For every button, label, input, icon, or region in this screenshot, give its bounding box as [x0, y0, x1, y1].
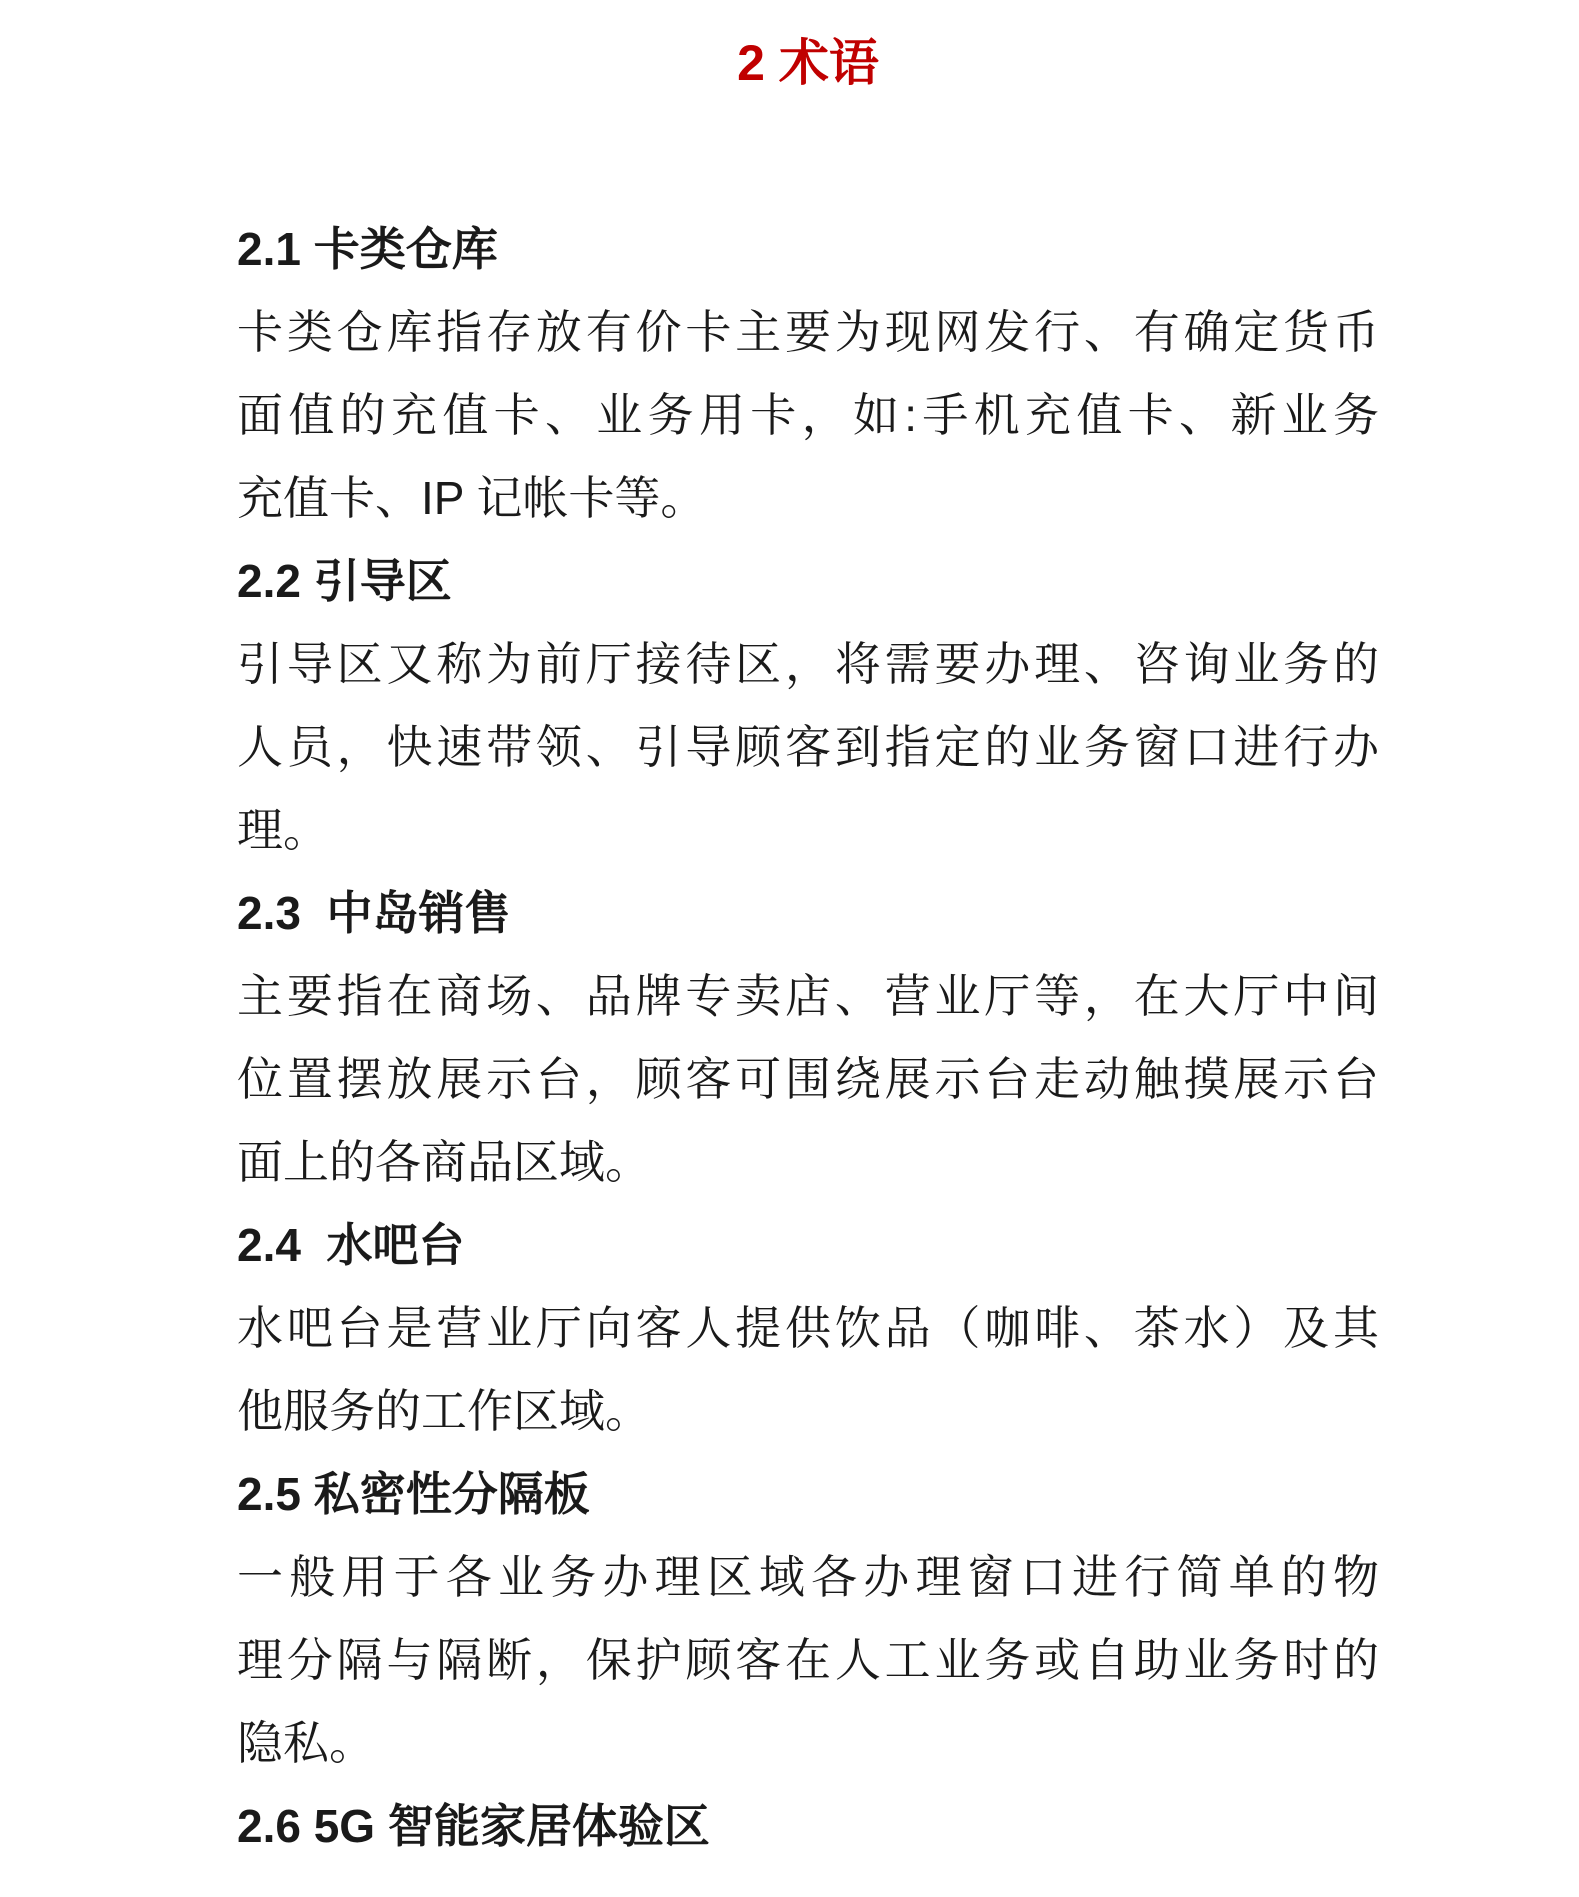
term-section: [237, 1204, 1379, 1453]
section-heading: 2.4 水吧台: [237, 1219, 465, 1271]
paragraph-line: 隐私。: [237, 1717, 375, 1769]
paragraph-line: 水吧台是营业厅向客人提供饮品（咖啡、茶水）及其: [237, 1302, 1379, 1354]
section-heading: 2.6 5G 智能家居体验区: [237, 1800, 710, 1852]
paragraph-line: 面上的各商品区域。: [237, 1136, 651, 1188]
term-section: [237, 208, 1379, 540]
paragraph-line: 一般用于各业务办理区域各办理窗口进行简单的物: [237, 1551, 1379, 1603]
paragraph-line: 理。: [237, 804, 329, 856]
paragraph-line: 理分隔与隔断，保护顾客在人工业务或自助业务时的: [237, 1634, 1379, 1686]
paragraph-line: 引导区又称为前厅接待区，将需要办理、咨询业务的: [237, 638, 1379, 690]
term-section: [237, 540, 1379, 872]
page-title: 2 术语: [737, 35, 879, 91]
section-heading: 2.1 卡类仓库: [237, 223, 498, 275]
paragraph-line: 位置摆放展示台，顾客可围绕展示台走动触摸展示台: [237, 1053, 1379, 1105]
section-heading: 2.3 中岛销售: [237, 887, 511, 939]
paragraph-line: 人员，快速带领、引导顾客到指定的业务窗口进行办: [237, 721, 1379, 773]
paragraph-line: 主要指在商场、品牌专卖店、营业厅等，在大厅中间: [237, 970, 1379, 1022]
section-heading: 2.5 私密性分隔板: [237, 1468, 590, 1520]
term-section: [237, 872, 1379, 1204]
paragraph-line: 面值的充值卡、业务用卡，如:手机充值卡、新业务: [237, 389, 1379, 441]
term-section: [237, 1785, 1379, 1868]
paragraph-line: 卡类仓库指存放有价卡主要为现网发行、有确定货币: [237, 306, 1379, 358]
sections-container: [237, 208, 1379, 1868]
paragraph-line: 他服务的工作区域。: [237, 1385, 651, 1437]
section-heading: 2.2 引导区: [237, 555, 452, 607]
term-section: [237, 1453, 1379, 1785]
paragraph-line: 充值卡、IP 记帐卡等。: [237, 472, 707, 524]
